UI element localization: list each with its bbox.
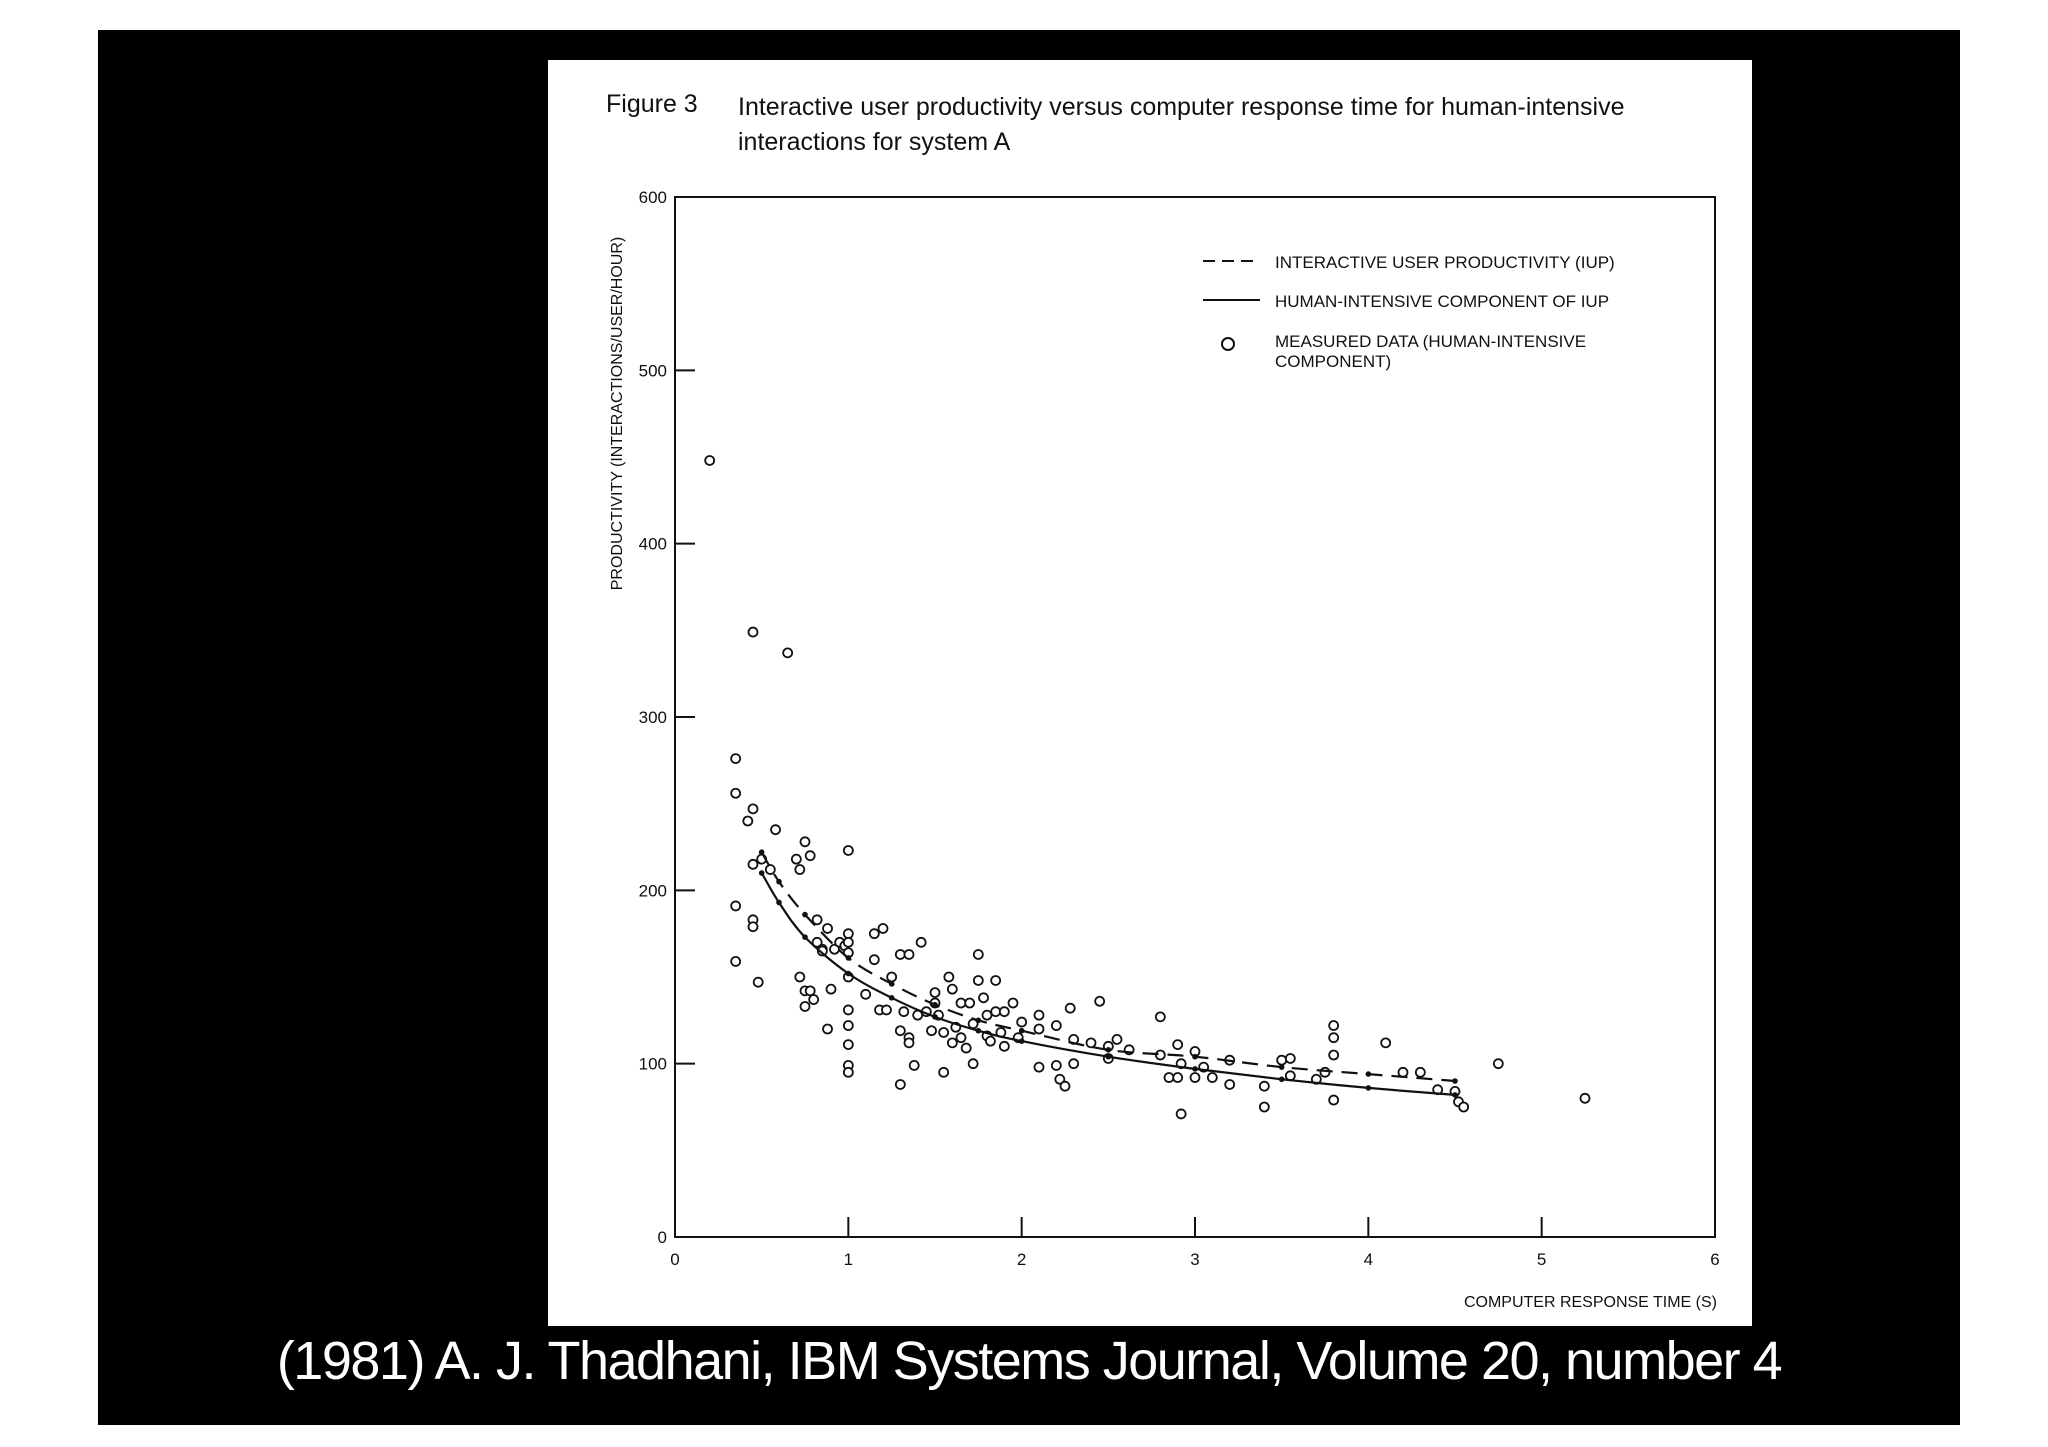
- measured-data-point: [887, 973, 896, 982]
- y-tick-label: 300: [638, 708, 667, 727]
- slide-background: [98, 30, 1960, 1425]
- measured-data-point: [1156, 1012, 1165, 1021]
- human-intensive-solid-curve-point: [776, 900, 782, 906]
- measured-data-point: [1321, 1068, 1330, 1077]
- measured-data-point: [823, 1025, 832, 1034]
- iup-dashed-curve-point: [932, 1002, 938, 1008]
- measured-data-point: [905, 950, 914, 959]
- measured-data-point: [957, 1033, 966, 1042]
- human-intensive-solid-curve-point: [1279, 1076, 1285, 1082]
- measured-data-point: [1052, 1061, 1061, 1070]
- measured-data-point: [844, 846, 853, 855]
- measured-data-point: [1052, 1021, 1061, 1030]
- measured-data-point: [1399, 1068, 1408, 1077]
- measured-data-point: [1113, 1035, 1122, 1044]
- human-intensive-solid-curve-point: [932, 1014, 938, 1020]
- measured-data-point: [1035, 1063, 1044, 1072]
- x-axis-title: COMPUTER RESPONSE TIME (S): [1463, 1294, 1717, 1311]
- measured-data-point: [991, 1007, 1000, 1016]
- measured-data-point: [927, 1026, 936, 1035]
- measured-data-point: [991, 976, 1000, 985]
- measured-data-point: [749, 804, 758, 813]
- legend-label-iup: INTERACTIVE USER PRODUCTIVITY (IUP): [1275, 253, 1615, 272]
- measured-data-point: [1177, 1109, 1186, 1118]
- iup-dashed-curve-point: [889, 981, 895, 987]
- measured-data-point: [1165, 1073, 1174, 1082]
- human-intensive-solid-curve-point: [846, 971, 852, 977]
- x-tick-label: 1: [843, 1250, 854, 1269]
- measured-data-point: [870, 929, 879, 938]
- measured-data-point: [754, 978, 763, 987]
- iup-dashed-curve-point: [976, 1018, 982, 1024]
- human-intensive-solid-curve-point: [759, 870, 765, 876]
- measured-data-point: [1061, 1082, 1070, 1091]
- measured-data-point: [1277, 1056, 1286, 1065]
- measured-data-point: [1087, 1038, 1096, 1047]
- measured-data-point: [969, 1059, 978, 1068]
- human-intensive-solid-curve-point: [802, 934, 808, 940]
- x-tick-label: 6: [1710, 1250, 1720, 1269]
- iup-dashed-curve-point: [846, 955, 852, 961]
- measured-data-point: [844, 1068, 853, 1077]
- measured-data-point: [870, 955, 879, 964]
- measured-data-point: [931, 988, 940, 997]
- measured-data-point: [806, 851, 815, 860]
- measured-data-point: [844, 1040, 853, 1049]
- measured-data-point: [771, 825, 780, 834]
- measured-data-point: [917, 938, 926, 947]
- human-intensive-solid-curve-point: [1366, 1085, 1372, 1091]
- human-intensive-solid-curve-point: [1106, 1054, 1112, 1060]
- measured-data-point: [844, 938, 853, 947]
- iup-dashed-curve-point: [1106, 1047, 1112, 1053]
- iup-dashed-curve-point: [776, 879, 782, 885]
- legend-label-human-intensive: HUMAN-INTENSIVE COMPONENT OF IUP: [1275, 292, 1610, 311]
- measured-data-point: [731, 754, 740, 763]
- iup-dashed-curve-point: [802, 912, 808, 918]
- measured-data-point: [1459, 1103, 1468, 1112]
- scatter-chart: [548, 60, 1752, 1326]
- measured-data-point: [1494, 1059, 1503, 1068]
- measured-data-point: [827, 985, 836, 994]
- measured-data-point: [1009, 999, 1018, 1008]
- measured-data-point: [1381, 1038, 1390, 1047]
- measured-data-point: [1581, 1094, 1590, 1103]
- measured-data-point: [939, 1028, 948, 1037]
- measured-data-point: [783, 648, 792, 657]
- iup-dashed-curve-point: [1192, 1054, 1198, 1060]
- measured-data-point: [957, 999, 966, 1008]
- x-tick-label: 3: [1190, 1250, 1200, 1269]
- measured-data-point: [896, 1080, 905, 1089]
- measured-data-point: [844, 929, 853, 938]
- y-tick-label: 0: [657, 1228, 667, 1247]
- measured-data-point: [749, 860, 758, 869]
- measured-data-point: [1191, 1073, 1200, 1082]
- measured-data-point: [896, 950, 905, 959]
- figure-panel: [548, 60, 1752, 1326]
- legend-label-measured: MEASURED DATA (HUMAN-INTENSIVE: [1275, 332, 1587, 351]
- measured-data-point: [1035, 1011, 1044, 1020]
- measured-data-point: [743, 817, 752, 826]
- iup-dashed-curve-point: [1019, 1028, 1025, 1034]
- iup-dashed-curve-point: [1279, 1064, 1285, 1070]
- figure-caption-line-1: Interactive user productivity versus computer response time for human-intensive: [738, 93, 1625, 121]
- measured-data-point: [731, 957, 740, 966]
- measured-data-point: [844, 1021, 853, 1030]
- figure-label: Figure 3: [606, 90, 698, 118]
- measured-data-point: [795, 973, 804, 982]
- measured-data-point: [986, 1037, 995, 1046]
- measured-data-point: [705, 456, 714, 465]
- x-tick-label: 4: [1363, 1250, 1374, 1269]
- human-intensive-solid-curve-point: [1192, 1066, 1198, 1072]
- measured-data-point: [1329, 1021, 1338, 1030]
- measured-data-point: [823, 924, 832, 933]
- y-tick-label: 100: [638, 1054, 667, 1074]
- measured-data-point: [939, 1068, 948, 1077]
- x-tick-label: 2: [1016, 1250, 1027, 1269]
- measured-data-point: [948, 1038, 957, 1047]
- iup-dashed-curve-point: [759, 849, 765, 855]
- measured-data-point: [1286, 1054, 1295, 1063]
- measured-data-point: [1069, 1059, 1078, 1068]
- measured-data-point: [731, 789, 740, 798]
- iup-dashed-curve-point: [1366, 1071, 1372, 1077]
- measured-data-point: [1066, 1004, 1075, 1013]
- measured-data-point: [899, 1007, 908, 1016]
- measured-data-point: [844, 1005, 853, 1014]
- measured-data-point: [1208, 1073, 1217, 1082]
- measured-data-point: [749, 922, 758, 931]
- measured-data-point: [879, 924, 888, 933]
- iup-dashed-curve-point: [1452, 1078, 1458, 1084]
- x-tick-label: 0: [670, 1250, 680, 1269]
- measured-data-point: [731, 901, 740, 910]
- measured-data-point: [905, 1038, 914, 1047]
- measured-data-point: [861, 990, 870, 999]
- measured-data-point: [974, 950, 983, 959]
- legend-label-measured-line-2: COMPONENT): [1275, 352, 1392, 371]
- y-tick-label: 200: [638, 881, 667, 901]
- measured-data-point: [896, 1026, 905, 1035]
- measured-data-point: [1329, 1096, 1338, 1105]
- measured-data-point: [792, 855, 801, 864]
- measured-data-point: [944, 973, 953, 982]
- human-intensive-solid-curve-point: [889, 995, 895, 1001]
- measured-data-point: [1035, 1025, 1044, 1034]
- measured-data-point: [965, 999, 974, 1008]
- citation-caption: (1981) A. J. Thadhani, IBM Systems Journal, Volume 20, number 4: [276, 1331, 1782, 1391]
- measured-data-point: [749, 628, 758, 637]
- measured-data-point: [766, 865, 775, 874]
- measured-data-point: [1416, 1068, 1425, 1077]
- measured-data-point: [806, 986, 815, 995]
- measured-data-point: [1225, 1080, 1234, 1089]
- measured-data-point: [1095, 997, 1104, 1006]
- measured-data-point: [1329, 1051, 1338, 1060]
- human-intensive-solid-curve-point: [976, 1028, 982, 1034]
- measured-data-point: [1173, 1073, 1182, 1082]
- human-intensive-solid-curve-point: [1019, 1038, 1025, 1044]
- y-tick-label: 400: [638, 534, 667, 554]
- measured-data-point: [795, 865, 804, 874]
- legend-circle-swatch: [1222, 338, 1234, 350]
- measured-data-point: [1017, 1018, 1026, 1027]
- measured-data-point: [882, 1005, 891, 1014]
- measured-data-point: [1000, 1042, 1009, 1051]
- measured-data-point: [979, 993, 988, 1002]
- measured-data-point: [1173, 1040, 1182, 1049]
- measured-data-point: [1000, 1007, 1009, 1016]
- y-tick-label: 500: [638, 361, 667, 381]
- measured-data-point: [910, 1061, 919, 1070]
- measured-data-point: [1260, 1103, 1269, 1112]
- measured-data-point: [974, 976, 983, 985]
- measured-data-point: [983, 1011, 992, 1020]
- measured-data-point: [801, 1002, 810, 1011]
- measured-data-point: [809, 995, 818, 1004]
- human-intensive-solid-curve-point: [1452, 1092, 1458, 1098]
- x-tick-label: 5: [1536, 1250, 1547, 1269]
- measured-data-point: [948, 985, 957, 994]
- y-tick-label: 600: [638, 188, 667, 207]
- figure-caption-line-2: interactions for system A: [738, 128, 1011, 156]
- y-axis-title: PRODUCTIVITY (INTERACTIONS/USER/HOUR): [609, 236, 626, 591]
- measured-data-point: [1329, 1033, 1338, 1042]
- measured-data-point: [801, 837, 810, 846]
- measured-data-point: [962, 1044, 971, 1053]
- measured-data-point: [1260, 1082, 1269, 1091]
